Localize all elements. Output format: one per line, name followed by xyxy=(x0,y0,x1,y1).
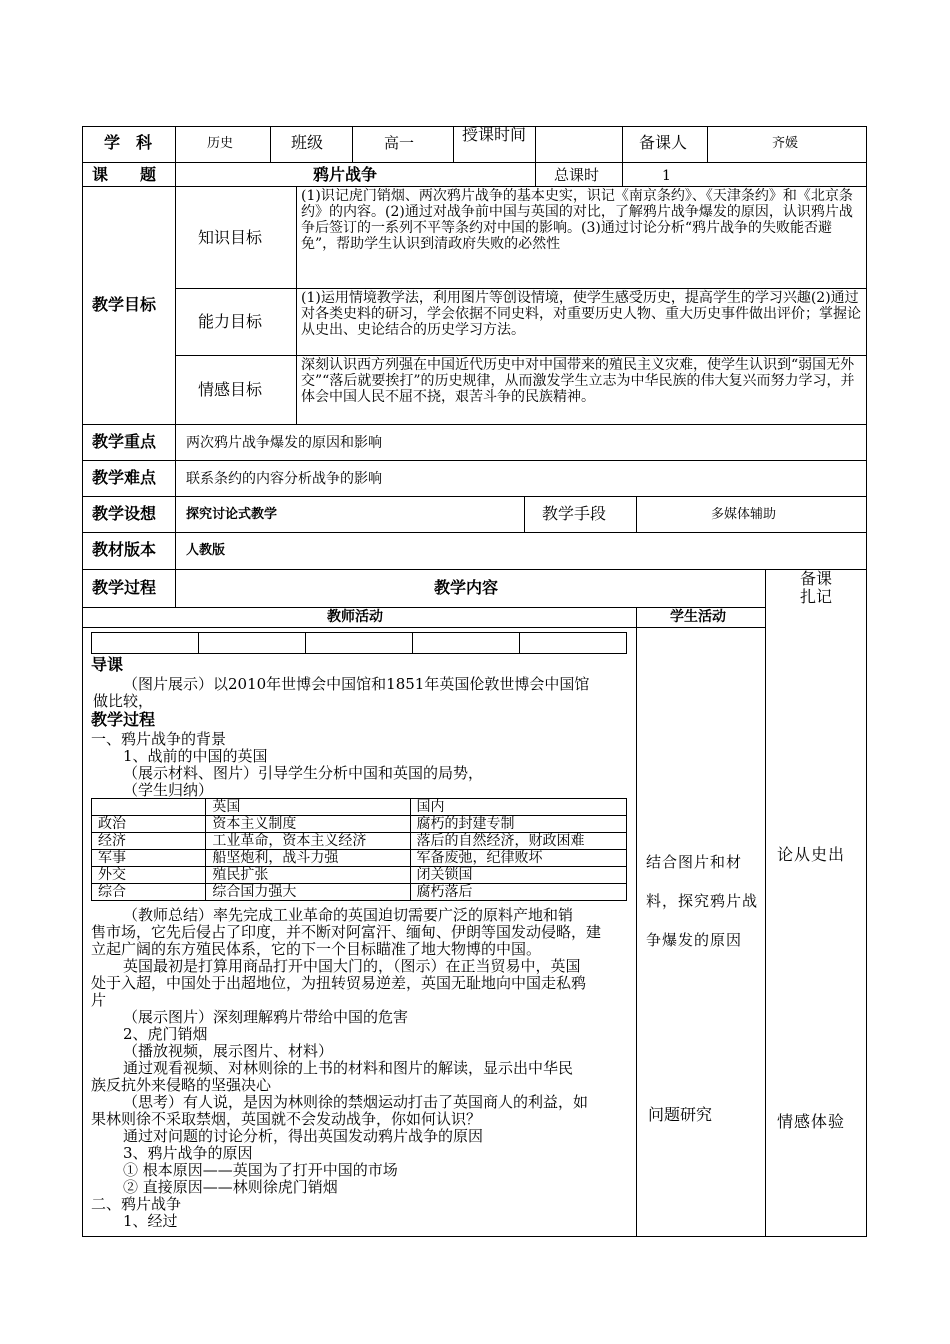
process-label: 教学过程 xyxy=(92,578,157,597)
teacher-activity-label: 教师活动 xyxy=(327,609,383,625)
body-line: （展示材料、图片）引导学生分析中国和英国的局势， xyxy=(123,764,484,782)
body-line: ① 根本原因——英国为了打开中国的市场 xyxy=(123,1161,398,1179)
key-points-value: 两次鸦片战争爆发的原因和影响 xyxy=(186,435,382,451)
means-value: 多媒体辅助 xyxy=(711,507,777,522)
table-header-row: 英国 国内 xyxy=(92,799,627,816)
comparison-table xyxy=(91,798,627,901)
subject-value: 历史 xyxy=(207,136,234,151)
class-label: 班级 xyxy=(291,133,324,152)
intro-line: 做比较， xyxy=(93,692,154,710)
design-value: 探究讨论式教学 xyxy=(186,507,278,522)
note-1: 论从史出 xyxy=(777,845,846,864)
body-line: 通过观看视频、对林则徐的上书的材料和图片的解读，显示出中华民 xyxy=(123,1059,574,1077)
difficulties-value: 联系条约的内容分析战争的影响 xyxy=(186,471,382,487)
table-row: 军事 船坚炮利，战斗力强 军备废弛，纪律败坏 xyxy=(92,850,627,867)
body-line: ② 直接原因——林则徐虎门销烟 xyxy=(123,1178,338,1196)
table-row: 综合 综合国力强大 腐朽落后 xyxy=(92,884,627,901)
body-line: 3、鸦片战争的原因 xyxy=(123,1144,253,1162)
intro-lines xyxy=(93,675,590,710)
student-activity-label: 学生活动 xyxy=(670,609,726,625)
preparer-value: 齐媛 xyxy=(772,136,799,151)
background-lines xyxy=(91,731,483,799)
body-line: 通过对问题的讨论分析，得出英国发动鸦片战争的原因 xyxy=(123,1127,484,1145)
class-value: 高一 xyxy=(384,134,415,152)
knowledge-text: (1)识记虎门销烟、两次鸦片战争的基本史实，识记《南京条约》、《天津条约》和《北京条约》的内容。(2)通过对战争前中国与英国的对比，了解鸦片战争爆发的原因，认识鸦片战争后签订的一系列不平等条约对中国的影响。(3)通过讨论分析“鸦片战争的失败能否避免”，帮助学生认识到清政府失败的必然性 xyxy=(301,188,853,252)
preparer-label: 备课人 xyxy=(639,133,688,152)
difficulties-label: 教学难点 xyxy=(92,468,157,487)
notes-label: 备课扎记 xyxy=(799,569,832,606)
body-line: 1、经过 xyxy=(123,1212,178,1230)
student-activity-2: 问题研究 xyxy=(648,1105,713,1124)
topic-value: 鸦片战争 xyxy=(313,165,378,184)
body-line: （播放视频，展示图片、材料） xyxy=(123,1042,334,1060)
body-line: （学生归纳） xyxy=(123,781,214,799)
design-label: 教学设想 xyxy=(92,504,157,523)
knowledge-label: 知识目标 xyxy=(198,228,263,247)
body-line: 片 xyxy=(91,991,107,1009)
table-row: 经济 工业革命，资本主义经济 落后的自然经济，财政困难 xyxy=(92,833,627,850)
table-row: 政治 资本主义制度 腐朽的封建专制 xyxy=(92,816,627,833)
hours-label: 总课时 xyxy=(554,166,600,184)
intro-heading: 导课 xyxy=(91,655,124,674)
ability-text: (1)运用情境教学法，利用图片等创设情境，使学生感受历史，提高学生的学习兴趣(2)通过对各类史料的研习，学会依据不同史料，对重要历史人物、重大历史事件做出评价；掌握论从史出、史论结合的历史学习方法。 xyxy=(301,290,861,338)
table-row: 外交 殖民扩张 闭关锁国 xyxy=(92,867,627,884)
body-line: 处于入超，中国处于出超地位，为扭转贸易逆差，英国无耻地向中国走私鸦 xyxy=(91,974,587,992)
body-line: （教师总结）率先完成工业革命的英国迫切需要广泛的原料产地和销 xyxy=(123,906,574,924)
body-line: 族反抗外来侵略的坚强决心 xyxy=(91,1076,272,1094)
student-activity-1: 结合图片和材 料，探究鸦片战 争爆发的原因 xyxy=(646,853,759,949)
textbook-label: 教材版本 xyxy=(92,540,157,559)
emotion-label: 情感目标 xyxy=(198,380,263,399)
ability-label: 能力目标 xyxy=(198,312,263,331)
means-label: 教学手段 xyxy=(542,504,607,523)
intro-line: （图片展示）以2010年世博会中国馆和1851年英国伦敦世博会中国馆 xyxy=(123,675,590,693)
subject-label: 学 科 xyxy=(104,133,153,152)
body-line: 二、鸦片战争 xyxy=(91,1195,182,1213)
empty-row-table xyxy=(91,632,627,654)
textbook-value: 人教版 xyxy=(186,543,226,558)
body-line: 果林则徐不采取禁烟，英国就不会发动战争，你如何认识？ xyxy=(91,1110,482,1128)
topic-label: 课 题 xyxy=(92,165,157,184)
body-line: 2、虎门销烟 xyxy=(123,1025,208,1043)
hours-value: 1 xyxy=(662,168,671,184)
body-line: 一、鸦片战争的背景 xyxy=(91,730,227,748)
key-points-label: 教学重点 xyxy=(92,432,157,451)
time-label: 授课时间 xyxy=(461,125,526,144)
teacher-body-lines xyxy=(91,907,631,1230)
objectives-label: 教学目标 xyxy=(92,295,157,314)
note-2: 情感体验 xyxy=(777,1112,846,1131)
process-heading: 教学过程 xyxy=(91,710,156,729)
content-label: 教学内容 xyxy=(434,578,499,597)
emotion-text: 深刻认识西方列强在中国近代历史中对中国带来的殖民主义灾难，使学生认识到“弱国无外交”“落后就要挨打”的历史规律，从而激发学生立志为中华民族的伟大复兴而努力学习，并体会中国人民不屈不挠，艰苦斗争的民族精神。 xyxy=(301,357,855,405)
body-line: 售市场，它先后侵占了印度，并不断对阿富汗、缅甸、伊朗等国发动侵略，建 xyxy=(91,923,602,941)
body-line: （展示图片）深刻理解鸦片带给中国的危害 xyxy=(123,1008,409,1026)
body-line: 立起广阔的东方殖民体系，它的下一个目标瞄准了地大物博的中国。 xyxy=(91,940,542,958)
body-line: 英国最初是打算用商品打开中国大门的，（图示）在正当贸易中，英国 xyxy=(123,957,581,975)
body-line: 1、战前的中国的英国 xyxy=(123,747,268,765)
body-line: （思考）有人说，是因为林则徐的禁烟运动打击了英国商人的利益，如 xyxy=(123,1093,589,1111)
